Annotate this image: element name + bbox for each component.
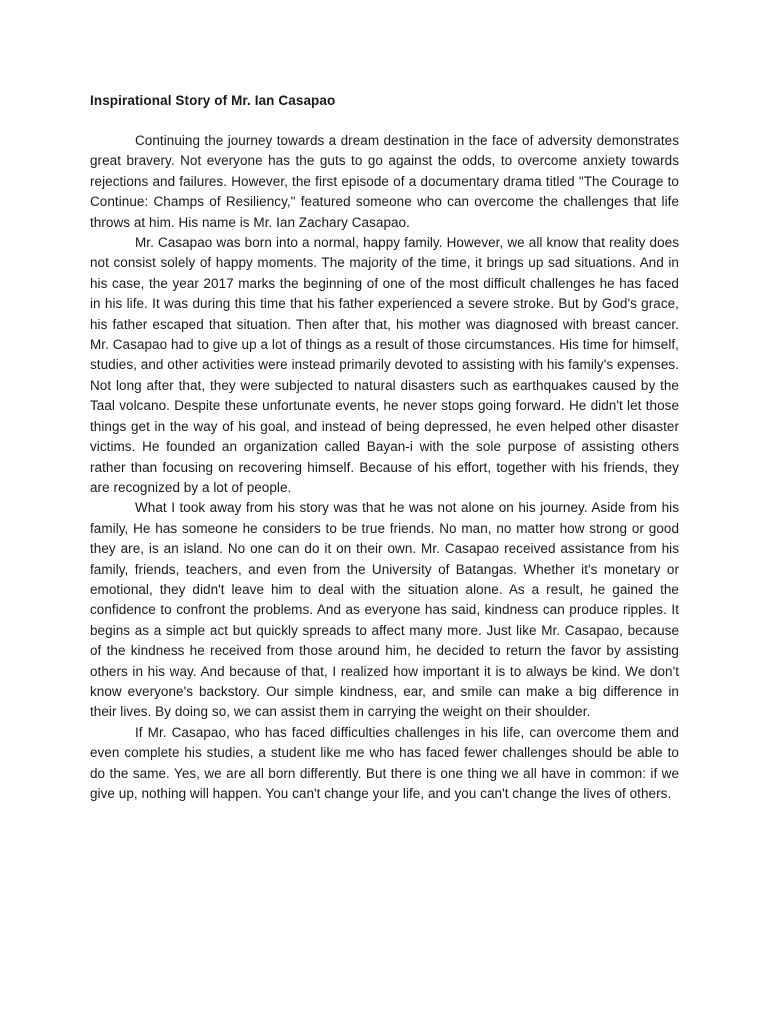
document-title: Inspirational Story of Mr. Ian Casapao [90,93,336,108]
document-page [90,91,679,804]
paragraph-background: Mr. Casapao was born into a normal, happy family. However, we all know that reality does not consist solely of happy moments. The majority of the time, it brings up sad situations. And in his case, the year 2017 marks the beginning of one of the most difficult challenges he has faced in his life. It was during this time that his father experienced a severe stroke. But by God's grace, his father escaped that situation. Then after that, his mother was diagnosed with breast cancer. Mr. Casapao had to give up a lot of things as a result of those circumstances. His time for himself, studies, and other activities were instead primarily devoted to assisting with his family's expenses. Not long after that, they were subjected to natural disasters such as earthquakes caused by the Taal volcano. Despite these unfortunate events, he never stops going forward. He didn't let those things get in the way of his goal, and instead of being depressed, he even helped other disaster victims. He founded an organization called Bayan-i with the sole purpose of assisting others rather than focusing on recovering himself. Because of his effort, together with his friends, they are recognized by a lot of people. [90,235,679,495]
paragraph-conclusion: If Mr. Casapao, who has faced difficulties challenges in his life, can overcome them and even complete his studies, a student like me who has faced fewer challenges should be able to do the same. Yes, we are all born differently. But there is one thing we all have in common: if we give up, nothing will happen. You can't change your life, and you can't change the lives of others. [90,724,679,801]
paragraph-intro: Continuing the journey towards a dream destination in the face of adversity demonstrates great bravery. Not everyone has the guts to go against the odds, to overcome anxiety towards rejections and failures. However, the first episode of a documentary drama titled "The Courage to Continue: Champs of Resiliency," featured someone who can overcome the challenges that life throws at him. His name is Mr. Ian Zachary Casapao. [90,133,679,230]
paragraph-reflection: What I took away from his story was that he was not alone on his journey. Aside from his family, He has someone he considers to be true friends. No man, no matter how strong or good they are, is an island. No one can do it on their own. Mr. Casapao received assistance from his family, friends, teachers, and even from the University of Batangas. Whether it's monetary or emotional, they didn't leave him to deal with the situation alone. As a result, he gained the confidence to confront the problems. And as everyone has said, kindness can produce ripples. It begins as a simple act but quickly spreads to affect many more. Just like Mr. Casapao, because of the kindness he received from those around him, he decided to return the favor by assisting others in his way. And because of that, I realized how important it is to always be kind. We don't know everyone's backstory. Our simple kindness, ear, and smile can make a big difference in their lives. By doing so, we can assist them in carrying the weight on their shoulder. [90,500,679,720]
